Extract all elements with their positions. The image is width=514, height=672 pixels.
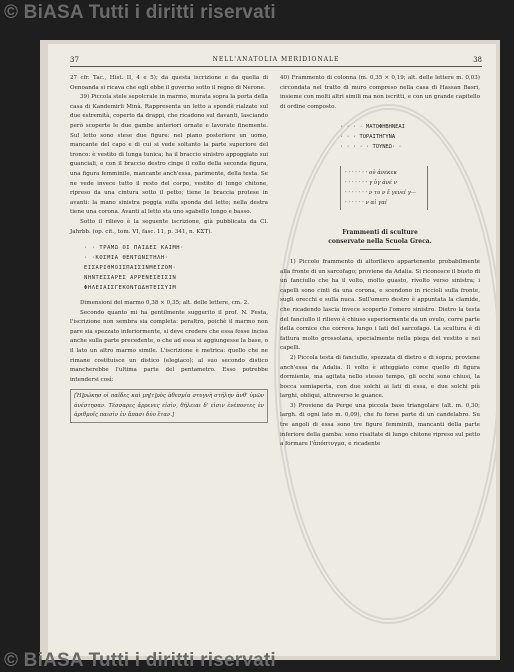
page-number-left: 37	[70, 56, 79, 64]
right-column	[280, 74, 480, 450]
paragraph: 1) Piccolo frammento di altorilievo appartenente probabilmente alla fronte di un sarcofago; proviene da Adalia. Si riconosce il busto di un fanciullo che ha il volto, molto guasto, rivolto verso sinistra; i capelli sono cinti da una corona, e scendono in riccioli sulla fronte, sugli orecchi e sulla nuca. Sull'omero destro è appuntata la clamide, che ricadendo lascia invece scoperto l'omero sinistro. Dietro la testa del fanciullo il rilievo è chiuso superiormente da un ovulo, corre parte della cornice che correva lungo i lati del sarcofago. La scultura è di fattura molto grossolana, specialmente nella piega del vestito e nei capelli.	[280, 258, 480, 352]
inscription-line: · · · · · ΤΟΥΝΕΩ· ·	[340, 144, 402, 151]
inscription-line: · · · ΤΟΡΑΙΤΗΓΥΝΑ	[340, 134, 396, 141]
title-rule	[360, 249, 400, 250]
paragraph: Sotto il rilievo è la seguente iscrizione, già pubblicata da Cl. Jahrbb. (op. cit., tom. VI, fasc. 11, p. 341, n. ΚΣΤ).	[70, 218, 268, 235]
inscription-line: ΦΗΛΕΙΑΙΣΓΕΚΟΝΤΩΔΗΤΕΙΣΥΙΜ	[84, 285, 177, 292]
fragment-transcription	[340, 166, 428, 210]
page-number-right: 38	[473, 56, 482, 64]
paragraph: 2) Piccola testa di fanciullo, spezzata di dietro e di sopra; proviene anch'essa da Adalia. Il volto è atteggiato come quello di figura dormiente, ma agitata nello stesso tempo, gli occhi sono chiusi, la bocca semiaperta, con due solchi ai lati di essa, e due solchi più larghi, obliqui, attraverso le guance.	[280, 354, 480, 400]
paragraph: 40) Frammento di colonna (m. 0,35 × 0,19; alt. delle lettere m. 0,03) circondata nel tratto di muro compreso nella casa di Hassan Basri, insieme con molti altri simili ma non iscritti, e con un grande capitello di ordine composto.	[280, 75, 480, 110]
page-header	[70, 56, 482, 67]
watermark-top: © BiASA Tutti i diritti riservati	[4, 2, 276, 23]
transcription-line: · · · · · · ν αἰ γαί	[345, 200, 387, 207]
paragraph: Dimensioni del marmo 0,38 × 0,35; alt. delle lettere, cm. 2.	[80, 300, 249, 307]
scanned-page	[48, 44, 496, 656]
inscription-line: · ·ΚΟΣΜΙΑ ΘΕΝΤΩΝΣΤΗΛΗ·	[84, 255, 169, 262]
paragraph: 39) Piccola stele sepolcrale in marmo, murata sopra la porta della casa di Kandemirli Minà. Rappresenta un letto a spondè rialzate sul due estremità, coperto da drappi, che ricadono sul davanti, lasciando però scoperte le due gambe anteriori ornate e lavorate finemente. Sul letto sono stese due figure: nel piano posteriore un uomo, mancante del capo e di cui si vede soltanto la parte superiore del tronco: è vestito di lunga tunica; ha il braccio sinistro appoggiato sui guanciali, e con il braccio destro cinge il collo della seconda figura, una figura femminile, mancante anch'essa, parimente, della testa. Se ne vede invece tutto il resto del corpo, vestito di lungo chitone, ripreso da una cintura sotto il petto; tiene le braccia protese in avanti: la mano sinistra poggia sulla sponda del letto; nella destra tiene una corona. Avanti al letto sta uno sgabello lungo e basso.	[70, 94, 268, 216]
left-column	[70, 74, 268, 423]
paragraph: 3) Proviene da Perge una piccola base triangolare (alt. m. 0,30; largh. di ogni lato m. 0,09), che fu forse parte di un candelabro. Su tre angoli di essa sono tre figure femminili, mancanti della parte inferiore della gamba: sono risaltate di lungo chitone ripreso sul petto a formare l'ἀπόπτυγμα, e ricadente	[280, 402, 480, 448]
fragment-inscription	[340, 122, 480, 152]
transcription-line: · · · · · · · γ ὑγ ἀνέ ν	[345, 180, 397, 187]
paragraph: 27 cfr. Tac., Hist. II, 4 e 5); da questa iscrizione e da quella di Oenoanda si ricava che egli ebbe il governo sotto il regno di Nerone.	[70, 75, 268, 91]
verse-transcription: [Ἡ]ρώκησ οἱ παῖδες καὶ μη[τ]ρὸς ἀθεσμία στυγνὴ στήλην ἀνθ' ὑμῶν ἀνέστησαν. Τέσσαρες ἄρρενες εἰσὶν, θήλειαι δ' εἰσιν ἐνέποντες ἐν ἀριθμοῖς παισὶν ἐν ἅπασι δύο ἔταν.]	[70, 389, 268, 423]
section-title-line: conservate nella Scuola Greca.	[328, 238, 432, 246]
section-title-line: Frammenti di sculture	[342, 229, 418, 237]
paragraph: Secondo quanto mi ha gentilmente suggerito il prof. N. Festa, l'iscrizione non sembra sia completa: peraltro, poichè il marmo non pare sia spezzato inferiormente, si deve credere che essa fosse incisa anche sulla parte precedente, o che ad essa si aggiungesse la base, o il lato un altro marmo simile. L'iscrizione è metrica: quello che ne rimane costituisce un distico (elegiaco); al suo secondo distico mancherebbe l'ultima parte del pentametro. Esso potrebbe intendersi così:	[70, 309, 268, 383]
inscription-line: · · ΤΡΑΜΩ ΟΙ ΠΑΙΔΕΣ ΚΑΙΜΗ·	[84, 245, 184, 252]
running-title: NELL'ANATOLIA MERIDIONALE	[212, 56, 340, 63]
transcription-line: · · · · · · · ν τυ ν ἔ γενεί γ—	[345, 190, 417, 197]
greek-inscription	[84, 243, 268, 293]
inscription-line: · · · · ΜΑΤΟΦΗΒΗΝΕΑΙ	[340, 124, 405, 131]
transcription-line: · · · · · · · οὐ ἀνεκεκ	[345, 170, 397, 177]
inscription-line: ΝΗΝΤΕΣΣΑΡΕΣ ΑΡΡΕΝΕΣΕΙΣΙΝ	[84, 275, 177, 282]
section-title	[280, 228, 480, 250]
inscription-line: ΕΙΣΑΡΙΘΜΟΙΣΠΑΙΣΙΝΜΕΙΖΟΜ·	[84, 265, 177, 272]
watermark-bottom: © BiASA Tutti i diritti riservati	[4, 650, 276, 671]
